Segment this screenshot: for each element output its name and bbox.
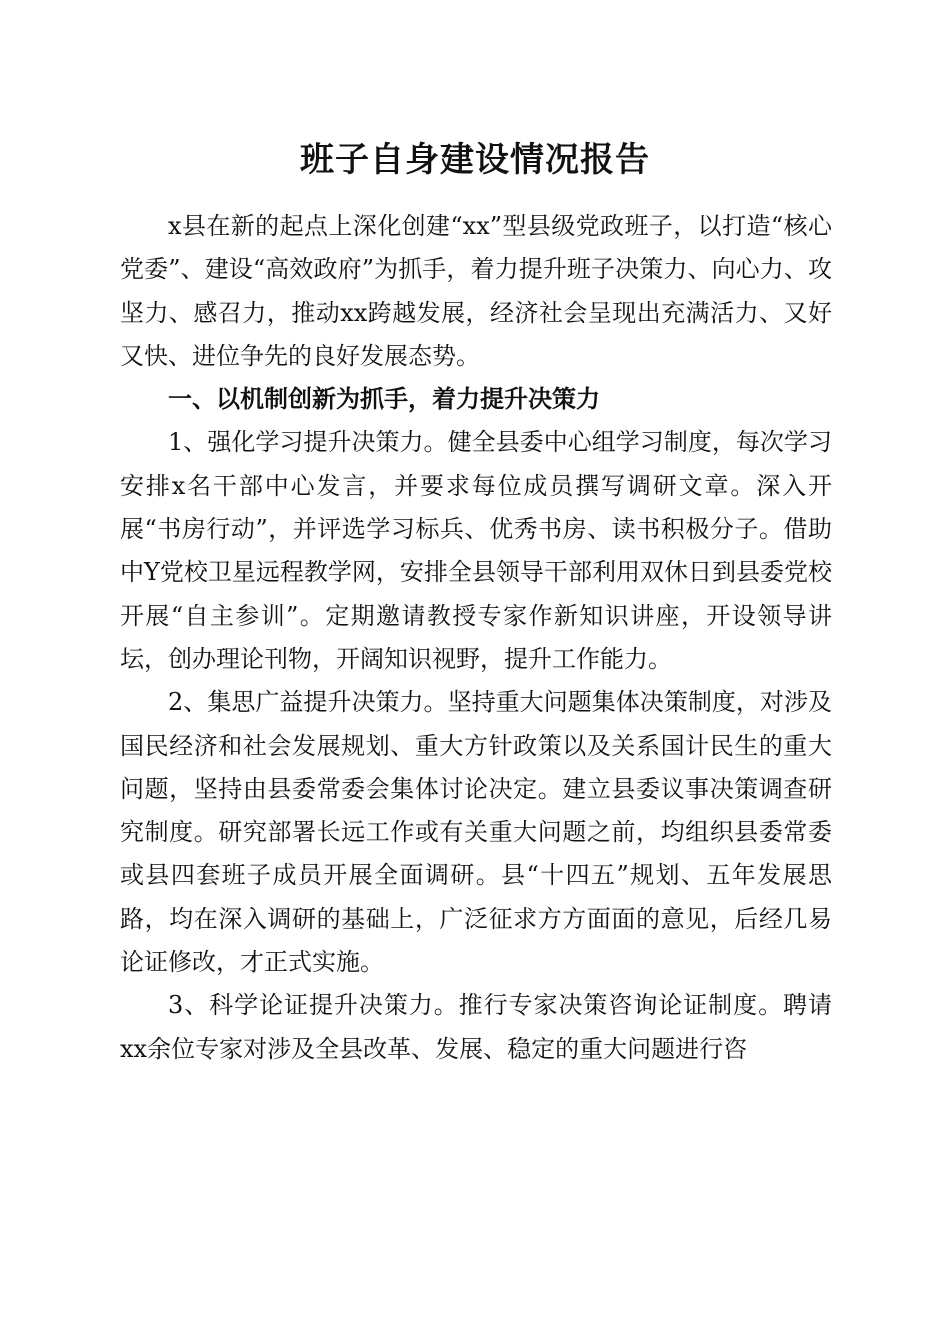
body-paragraph: 3、科学论证提升决策力。推行专家决策咨询论证制度。聘请xx余位专家对涉及全县改革、发展、稳定的重大问题进行咨 xyxy=(120,991,832,1063)
document-body xyxy=(120,205,832,1071)
document-title: 班子自身建设情况报告 xyxy=(300,140,650,180)
body-paragraph: 1、强化学习提升决策力。健全县委中心组学习制度，每次学习安排x名干部中心发言，并要求每位成员撰写调研文章。深入开展“书房行动”，并评选学习标兵、优秀书房、读书积极分子。借助中Y党校卫星远程教学网，安排全县领导干部利用双休日到县委党校开展“自主参训”。定期邀请教授专家作新知识讲座，开设领导讲坛，创办理论刊物，开阔知识视野，提升工作能力。 xyxy=(120,428,832,673)
intro-paragraph: x县在新的起点上深化创建“xx”型县级党政班子，以打造“核心党委”、建设“高效政府”为抓手，着力提升班子决策力、向心力、攻坚力、感召力，推动xx跨越发展，经济社会呈现出充满活力、又好又快、进位争先的良好发展态势。 xyxy=(120,212,832,370)
section-heading: 一、以机制创新为抓手，着力提升决策力 xyxy=(168,385,600,414)
body-paragraph: 2、集思广益提升决策力。坚持重大问题集体决策制度，对涉及国民经济和社会发展规划、重大方针政策以及关系国计民生的重大问题，坚持由县委常委会集体讨论决定。建立县委议事决策调查研究制度。研究部署长远工作或有关重大问题之前，均组织县委常委或县四套班子成员开展全面调研。县“十四五”规划、五年发展思路，均在深入调研的基础上，广泛征求方方面面的意见，后经几易论证修改，才正式实施。 xyxy=(120,688,832,977)
